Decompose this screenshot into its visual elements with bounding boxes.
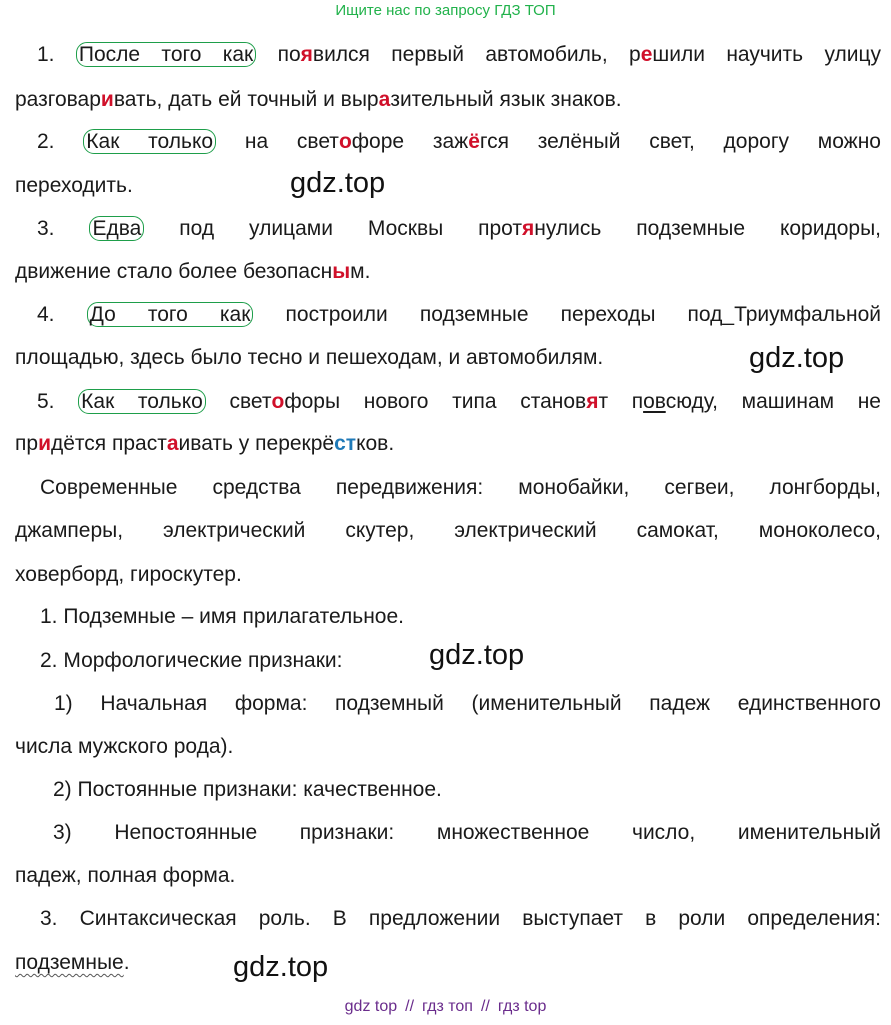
number: 4. [37,303,55,326]
footer-separator: // [405,998,415,1015]
sentence-1-line-1 [15,41,881,69]
sentence-1-line-2 [15,86,881,114]
highlight-letter-blue: ст [334,432,357,455]
wavy-underlined-word: подземные [15,951,124,974]
text: т п [598,390,644,413]
text: форы нового типа станов [284,390,587,413]
analysis-variable-features-line-2: падеж, полная форма. [15,864,236,887]
sentence-4-line-2: площадью, здесь было тесно и пешеходам, и автомобилям. [15,346,604,369]
conjunction-box: После того как [76,42,256,67]
analysis-syntax-role-line-2 [15,949,881,977]
number: 3. [37,217,55,240]
text: ков. [356,432,395,455]
conjunction-box: До того как [87,302,254,327]
text: вился первый автомобиль, р [312,43,641,66]
text: сюду, машинам не [665,390,881,413]
highlight-letter: и [38,432,51,455]
text: вать, дать ей точный и выр [113,88,379,111]
number: 1. [37,43,55,66]
text: м. [350,260,371,283]
text: форе заж [351,130,469,153]
number: 2. [37,130,55,153]
analysis-syntax-role-line-1: 3. Синтаксическая роль. В предложении выступает в роли определения: [40,907,881,930]
text: свет [205,390,272,413]
text: шили научить улицу [652,43,881,66]
highlight-letter: я [586,390,599,413]
conjunction-box: Едва [89,216,144,241]
text: ивать у перекрё [178,432,335,455]
number: 5. [37,390,55,413]
text: гся зелёный свет, дорогу можно [479,130,881,153]
sentence-5-line-1 [15,388,881,416]
modern-transport-line-1: Современные средства передвижения: монобайки, сегвеи, лонгборды, [40,476,881,499]
footer-separator: // [480,998,490,1015]
text: дётся праст [50,432,167,455]
text: движение стало более безопасн [15,260,333,283]
analysis-variable-features-line-1: 3) Непостоянные признаки: множественное число, именительный [53,821,881,844]
analysis-part-of-speech: 1. Подземные – имя прилагательное. [40,605,404,628]
watermark: gdz.top [290,167,386,199]
highlight-letter: я [300,43,313,66]
text: зительный язык знаков. [390,88,622,111]
highlight-letter: о [271,390,285,413]
watermark: gdz.top [429,639,525,671]
modern-transport-line-2: джамперы, электрический скутер, электрический самокат, моноколесо, [15,519,881,542]
highlight-letter: я [522,217,535,240]
sentence-2-line-2: переходить. [15,174,133,197]
text: нулись подземные коридоры, [534,217,881,240]
conjunction-box: Как только [83,129,216,154]
watermark: gdz.top [749,342,845,374]
analysis-initial-form-line-2: числа мужского рода). [15,735,234,758]
analysis-morph-heading: 2. Морфологические признаки: [40,649,343,672]
footer-link[interactable]: гдз топ [422,998,473,1015]
analysis-constant-features: 2) Постоянные признаки: качественное. [53,778,442,801]
highlight-letter: е [640,43,653,66]
highlight-letter: ы [332,260,351,283]
text: пр [15,432,39,455]
highlight-letter: ё [468,130,480,153]
text: построили подземные переходы под_Триумфальной [253,303,881,326]
highlight-letter: о [338,130,352,153]
modern-transport-line-3: ховерборд, гироскутер. [15,563,242,586]
text: по [256,43,301,66]
text: под улицами Москвы прот [144,217,523,240]
highlight-letter: а [166,432,179,455]
watermark: gdz.top [233,951,329,983]
header-banner: Ищите нас по запросу ГДЗ ТОП [335,2,556,19]
footer-link[interactable]: гдз top [497,998,547,1015]
conjunction-box: Как только [78,389,206,414]
sentence-2-line-1 [15,128,881,156]
sentence-3-line-1 [15,215,881,243]
highlight-letter: а [378,88,391,111]
sentence-4-line-1 [15,301,881,329]
footer-links [0,998,891,1016]
underlined-prefix: ов [643,390,666,413]
text: . [123,951,130,974]
text: разговар [15,88,101,111]
sentence-5-line-2 [15,430,881,458]
highlight-letter: и [100,88,114,111]
sentence-3-line-2 [15,258,881,286]
footer-link[interactable]: gdz top [344,998,398,1015]
text: на свет [216,130,339,153]
analysis-initial-form-line-1: 1) Начальная форма: подземный (именительный падеж единственного [54,692,881,715]
